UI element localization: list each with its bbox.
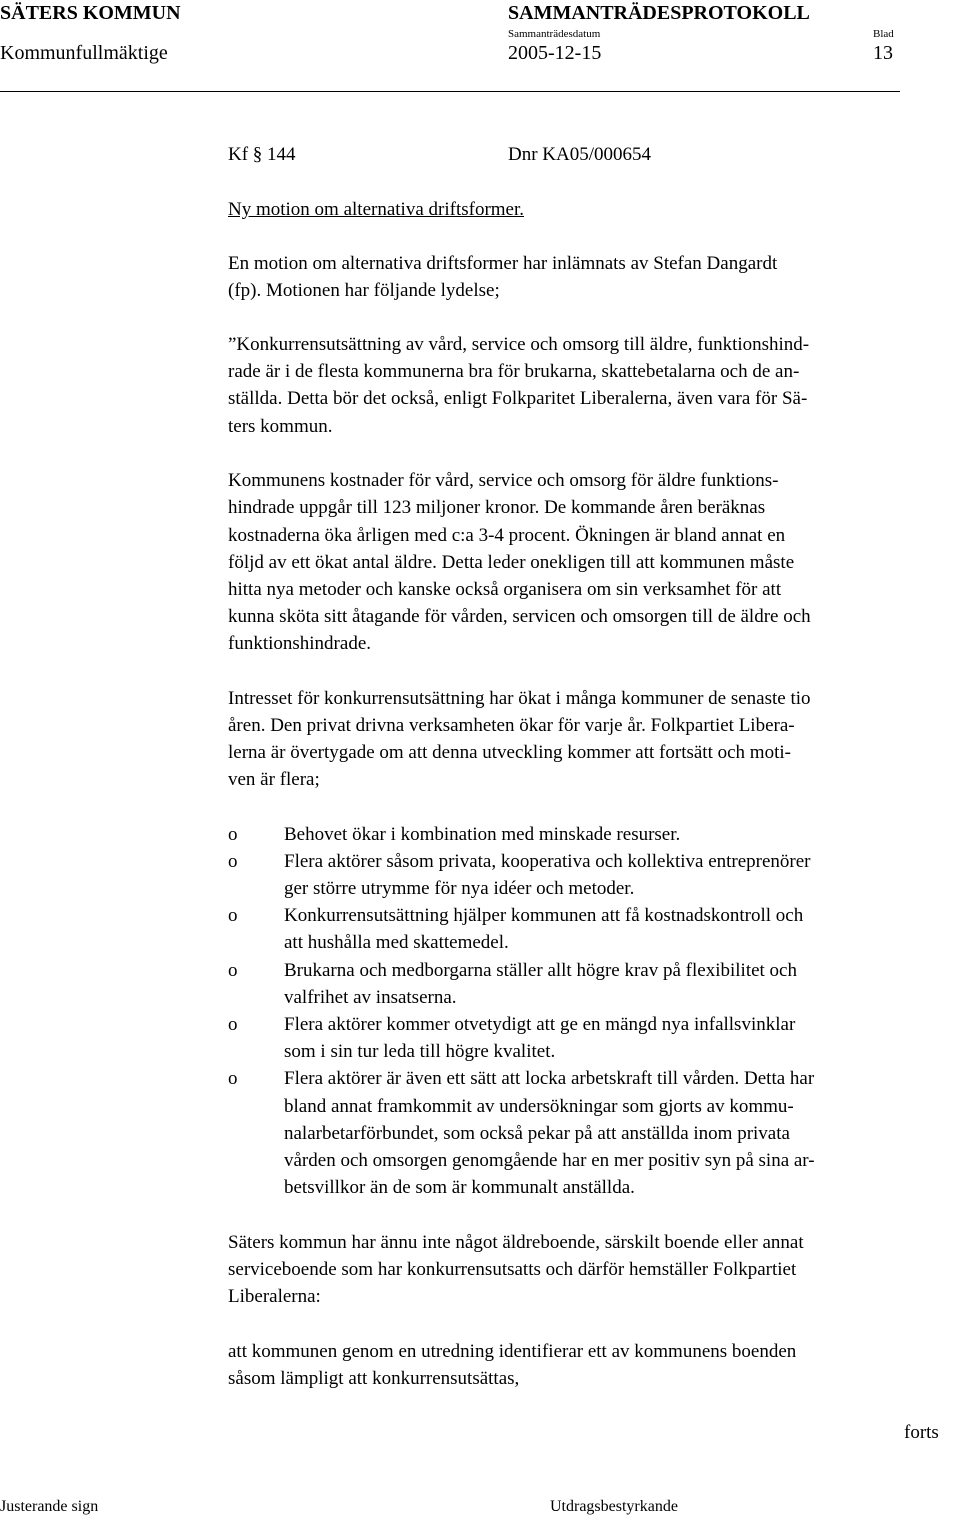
- document-type: SAMMANTRÄDESPROTOKOLL: [508, 2, 810, 24]
- costs-line: hitta nya metoder och kanske också organisera om sin verksamhet för att: [228, 579, 782, 600]
- costs-line: Kommunens kostnader för vård, service och omsorg för äldre funktions-: [228, 470, 779, 491]
- footer-sign-label: Justerande sign: [0, 1498, 99, 1515]
- intro-line: En motion om alternativa driftsformer har inlämnats av Stefan Dangardt: [228, 253, 778, 274]
- costs-line: följd av ett ökat antal äldre. Detta leder onekligen till att kommunen måste: [228, 552, 795, 573]
- page-label: Blad: [873, 28, 894, 40]
- intro-line: (fp). Motionen har följande lydelse;: [228, 280, 500, 301]
- request-line: serviceboende som har konkurrensutsatts och därför hemställer Folkpartiet: [228, 1259, 797, 1280]
- costs-line: kostnaderna öka årligen med c:a 3-4 procent. Ökningen är bland annat en: [228, 525, 786, 546]
- interest-line: lerna är övertygade om att denna utveckling kommer att fortsätt och moti-: [228, 742, 791, 763]
- bullet-marker: o: [228, 824, 238, 845]
- interest-line: Intresset för konkurrensutsättning har ökat i många kommuner de senaste tio: [228, 688, 811, 709]
- bullet-text: ger större utrymme för nya idéer och metoder.: [284, 878, 635, 899]
- diary-number: Dnr KA05/000654: [508, 144, 652, 165]
- bullet-text: Behovet ökar i kombination med minskade resurser.: [284, 824, 681, 845]
- bullet-text: Konkurrensutsättning hjälper kommunen att få kostnadskontroll och: [284, 905, 804, 926]
- meeting-date: 2005-12-15: [508, 42, 602, 64]
- bullet-marker: o: [228, 960, 238, 981]
- bullet-text: valfrihet av insatserna.: [284, 987, 457, 1008]
- bullet-marker: o: [228, 905, 238, 926]
- request-line: Säters kommun har ännu inte något äldreboende, särskilt boende eller annat: [228, 1232, 804, 1253]
- bullet-text: bland annat framkommit av undersökningar som gjorts av kommu-: [284, 1096, 794, 1117]
- bullet-text: Flera aktörer kommer otvetydigt att ge en mängd nya infallsvinklar: [284, 1014, 796, 1035]
- footer-extract-label: Utdragsbestyrkande: [550, 1498, 678, 1515]
- bullet-marker: o: [228, 851, 238, 872]
- organization-name: SÄTERS KOMMUN: [0, 2, 181, 24]
- bullet-text: Brukarna och medborgarna ställer allt högre krav på flexibilitet och: [284, 960, 797, 981]
- bullet-text: Flera aktörer såsom privata, kooperativa och kollektiva entreprenörer: [284, 851, 811, 872]
- quote-line: ”Konkurrensutsättning av vård, service och omsorg till äldre, funktionshind-: [228, 334, 810, 355]
- meeting-body: Kommunfullmäktige: [0, 42, 168, 64]
- bullet-marker: o: [228, 1068, 238, 1089]
- bullet-text: vården och omsorgen genomgående har en mer positiv syn på sina ar-: [284, 1150, 815, 1171]
- continued-marker: forts: [904, 1422, 939, 1443]
- costs-line: funktionshindrade.: [228, 633, 372, 654]
- bullet-marker: o: [228, 1014, 238, 1035]
- date-label: Sammanträdesdatum: [508, 28, 601, 40]
- quote-line: ställda. Detta bör det också, enligt Folkparitet Liberalerna, även vara för Sä-: [228, 388, 808, 409]
- costs-line: kunna sköta sitt åtagande för vården, servicen och omsorgen till de äldre och: [228, 606, 811, 627]
- bullet-text: att hushålla med skattemedel.: [284, 932, 509, 953]
- bullet-text: nalarbetarförbundet, som också pekar på att anställda inom privata: [284, 1123, 790, 1144]
- bullet-text: betsvillkor än de som är kommunalt anställda.: [284, 1177, 635, 1198]
- interest-line: ven är flera;: [228, 769, 320, 790]
- att-clause-line: att kommunen genom en utredning identifierar ett av kommunens boenden: [228, 1341, 797, 1362]
- quote-line: rade är i de flesta kommunerna bra för brukarna, skattebetalarna och de an-: [228, 361, 800, 382]
- bullet-text: som i sin tur leda till högre kvalitet.: [284, 1041, 556, 1062]
- paragraph-number: Kf § 144: [228, 144, 296, 165]
- case-title: Ny motion om alternativa driftsformer.: [228, 199, 525, 220]
- quote-line: ters kommun.: [228, 416, 333, 437]
- header-divider: [0, 91, 900, 92]
- page-number: 13: [873, 42, 893, 64]
- interest-line: åren. Den privat drivna verksamheten ökar för varje år. Folkpartiet Libera-: [228, 715, 795, 736]
- costs-line: hindrade uppgår till 123 miljoner kronor. De kommande åren beräknas: [228, 497, 766, 518]
- request-line: Liberalerna:: [228, 1286, 321, 1307]
- att-clause-line: såsom lämpligt att konkurrensutsättas,: [228, 1368, 520, 1389]
- bullet-text: Flera aktörer är även ett sätt att locka arbetskraft till vården. Detta har: [284, 1068, 815, 1089]
